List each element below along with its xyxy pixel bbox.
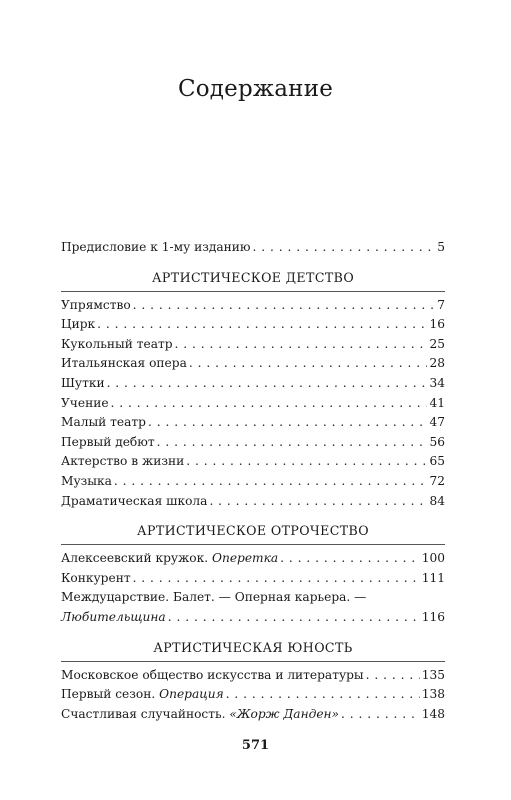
toc-entry-label: Цирк (61, 317, 96, 332)
toc-page-number: 111 (421, 570, 445, 585)
dot-leader (111, 394, 428, 414)
toc-entry-subtitle: Балет. — Оперная карьера. — (173, 590, 367, 605)
toc-page-number: 148 (421, 706, 445, 721)
toc-entry-label: Драматическая школа (61, 493, 208, 508)
toc-entry (61, 588, 445, 627)
toc-entry-label: Московское общество искусства и литературы (61, 667, 364, 682)
toc-entry (61, 549, 445, 569)
dot-leader (97, 315, 427, 335)
toc-entry-label: Упрямство (61, 297, 131, 312)
toc-entry-line (61, 588, 445, 608)
toc-page-number: 25 (429, 336, 445, 351)
table-of-contents (61, 238, 445, 724)
toc-entry (61, 452, 445, 472)
dot-leader (209, 492, 427, 512)
toc-entry-subtitle: Операция (159, 687, 224, 702)
toc-entry-subtitle: Оперетка (211, 551, 279, 566)
toc-page-number: 56 (429, 434, 445, 449)
page-title: Содержание (177, 76, 334, 102)
toc-entry-subtitle: Любительщина (61, 609, 166, 624)
toc-entry (61, 685, 445, 705)
toc-entry-title: Междуцарствие. (61, 590, 170, 605)
toc-entry-label (61, 549, 278, 569)
toc-entry-label: Малый театр (61, 415, 146, 430)
toc-entry-label: Конкурент (61, 570, 131, 585)
toc-entry (61, 492, 445, 512)
toc-page-number: 72 (429, 473, 445, 488)
toc-page-number: 47 (429, 415, 445, 430)
toc-entry (61, 296, 445, 316)
dot-leader (157, 433, 428, 453)
dot-leader (114, 472, 428, 492)
dot-leader (189, 354, 428, 374)
toc-entry-label: Первый дебют (61, 434, 155, 449)
toc-page-number: 28 (429, 356, 445, 371)
toc-page-number: 135 (421, 667, 445, 682)
toc-entry-subtitle: «Жорж Данден» (229, 706, 340, 721)
toc-page-number: 65 (429, 454, 445, 469)
toc-entry-label: Актерство в жизни (61, 454, 185, 469)
toc-page-number: 34 (429, 375, 445, 390)
dot-leader (133, 296, 436, 316)
toc-entry-label: Итальянская опера (61, 356, 187, 371)
toc-entry-line (61, 608, 445, 628)
toc-entry-title: Счастливая случайность. (61, 706, 226, 721)
toc-page-number: 84 (429, 493, 445, 508)
toc-entry (61, 394, 445, 414)
toc-page-number: 138 (421, 687, 445, 702)
section-heading: АРТИСТИЧЕСКОЕ ОТРОЧЕСТВО (61, 523, 445, 545)
dot-leader (226, 685, 420, 705)
page-number: 571 (241, 738, 270, 753)
toc-entry (61, 472, 445, 492)
toc-entry (61, 413, 445, 433)
dot-leader (366, 666, 420, 686)
toc-entry-label: Учение (61, 395, 109, 410)
toc-entry-title: Первый сезон. (61, 687, 156, 702)
toc-page-number: 5 (437, 240, 445, 254)
dot-leader (107, 374, 428, 394)
toc-entry (61, 335, 445, 355)
toc-entry-label (61, 705, 339, 725)
toc-entry (61, 666, 445, 686)
dot-leader (175, 335, 428, 355)
toc-entry (61, 705, 445, 725)
dot-leader (148, 413, 428, 433)
toc-page-number: 116 (421, 609, 445, 624)
toc-entry (61, 433, 445, 453)
dot-leader (186, 452, 427, 472)
section-heading: АРТИСТИЧЕСКАЯ ЮНОСТЬ (61, 640, 445, 662)
toc-page-number: 16 (429, 317, 445, 332)
toc-page-number: 100 (421, 551, 445, 566)
dot-leader (341, 705, 420, 725)
toc-page-number: 41 (429, 395, 445, 410)
toc-entry (61, 315, 445, 335)
toc-page-number: 7 (437, 297, 445, 312)
toc-entry-preface (61, 238, 445, 258)
toc-entry (61, 354, 445, 374)
toc-entry-title: Алексеевский кружок. (61, 551, 209, 566)
toc-entry-label: Шутки (61, 375, 105, 390)
toc-entry (61, 569, 445, 589)
toc-entry-label: Кукольный театр (61, 336, 173, 351)
toc-entry (61, 374, 445, 394)
toc-entry-label: Музыка (61, 473, 112, 488)
dot-leader (133, 569, 420, 589)
toc-entry-label: Предисловие к 1-му изданию (61, 240, 251, 254)
dot-leader (280, 549, 420, 569)
dot-leader (168, 608, 420, 628)
section-heading: АРТИСТИЧЕСКОЕ ДЕТСТВО (61, 270, 445, 292)
toc-entry-label (61, 685, 224, 705)
dot-leader (253, 238, 436, 258)
